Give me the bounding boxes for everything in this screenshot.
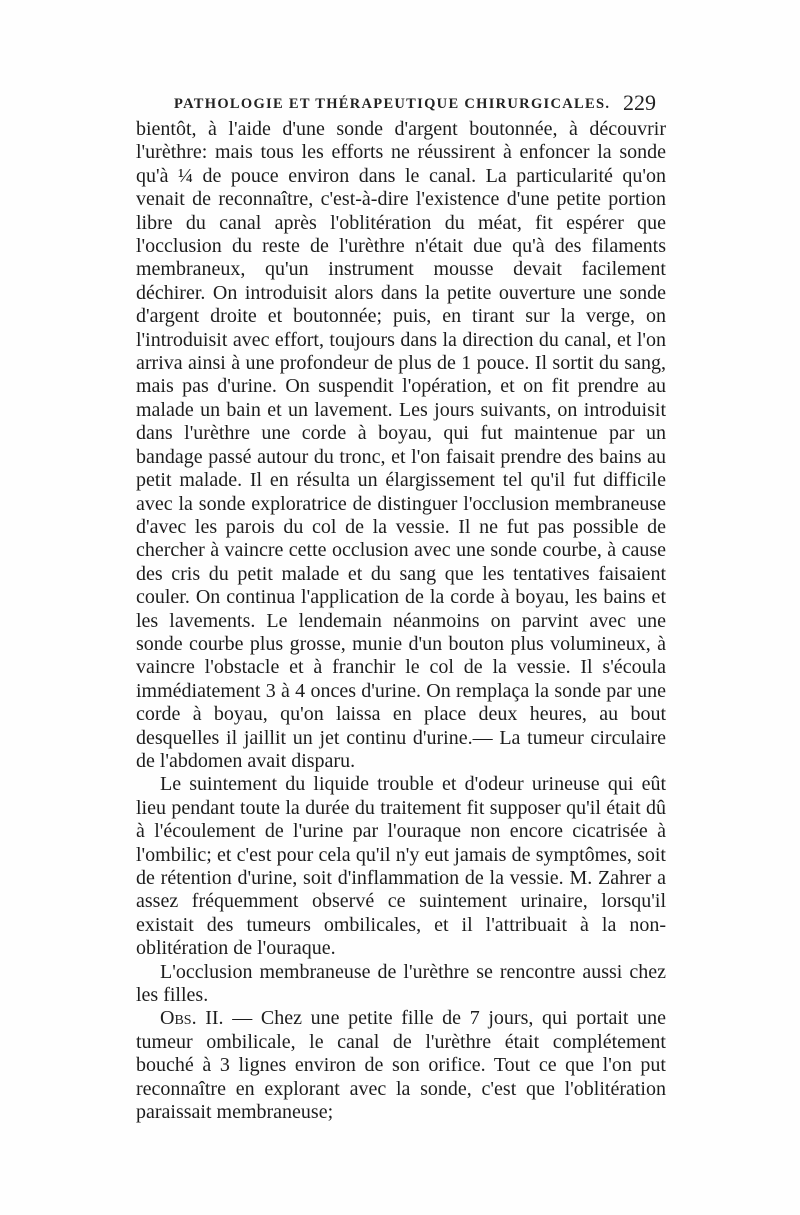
page-number: 229 xyxy=(623,90,656,115)
running-head xyxy=(174,92,656,120)
paragraph-continuation: bientôt, à l'aide d'une sonde d'argent boutonnée, à découvrir l'urèthre: mais tous les efforts ne réussirent à enfoncer la sonde qu'à ¼ de pouce environ dans le canal. La particularité qu'on venait de reconnaître, c'est-à-dire l'existence d'une petite portion libre du canal après l'oblitération du méat, fit espérer que l'occlusion du reste de l'urèthre n'était due qu'à des filaments membraneux, qu'un instrument mousse devait facilement déchirer. On introduisit alors dans la petite ouverture une sonde d'argent droite et boutonnée; puis, en tirant sur la verge, on l'introduisit avec effort, toujours dans la direction du canal, et l'on arriva ainsi à une profondeur de plus de 1 pouce. Il sortit du sang, mais pas d'urine. On suspendit l'opération, et on fit prendre au malade un bain et un lavement. Les jours suivants, on introduisit dans l'urèthre une corde à boyau, qui fut maintenue par un bandage passé autour du tronc, et l'on faisait prendre des bains au petit malade. Il en résulta un élargissement tel qu'il fut difficile avec la sonde exploratrice de distinguer l'occlusion membraneuse d'avec les parois du col de la vessie. Il ne fut pas possible de chercher à vaincre cette occlusion avec une sonde courbe, à cause des cris du petit malade et du sang que les tentatives faisaient couler. On continua l'application de la corde à boyau, les bains et les lavements. Le lendemain néanmoins on parvint avec une sonde courbe plus grosse, munie d'un bouton plus volumineux, à vaincre l'obstacle et à franchir le col de la vessie. Il s'écoula immédiatement 3 à 4 onces d'urine. On remplaça la sonde par une corde à boyau, qu'on laissa en place deux heures, au bout desquelles il jaillit un jet continu d'urine.— La tumeur circulaire de l'abdomen avait disparu. xyxy=(136,118,666,772)
running-title: PATHOLOGIE ET THÉRAPEUTIQUE CHIRURGICALES. xyxy=(174,96,611,112)
paragraph-observation-2 xyxy=(136,1007,666,1124)
observation-text: Chez une petite fille de 7 jours, qui portait une tumeur ombilicale, le canal de l'urèthre était complétement bouché à 3 lignes environ de son orifice. Tout ce que l'on put reconnaître en explorant avec la sonde, c'est que l'oblitération paraissait membraneuse; xyxy=(136,1007,666,1124)
paragraph-occlusion-filles: L'occlusion membraneuse de l'urèthre se rencontre aussi chez les filles. xyxy=(136,960,666,1007)
paragraph-suintement: Le suintement du liquide trouble et d'odeur urineuse qui eût lieu pendant toute la durée du traitement fit supposer qu'il était dû à l'écoulement de l'urine par l'ouraque non encore cicatrisée à l'ombilic; et c'est pour cela qu'il n'y eut jamais de symptômes, soit de rétention d'urine, soit d'inflammation de la vessie. M. Zahrer a assez fréquemment observé ce suintement urinaire, lorsqu'il existait des tumeurs ombilicales, et il l'attribuait à la non-oblitération de l'ouraque. xyxy=(136,773,666,960)
body-text xyxy=(136,118,666,1124)
observation-label: Obs. II. — xyxy=(160,1007,253,1030)
